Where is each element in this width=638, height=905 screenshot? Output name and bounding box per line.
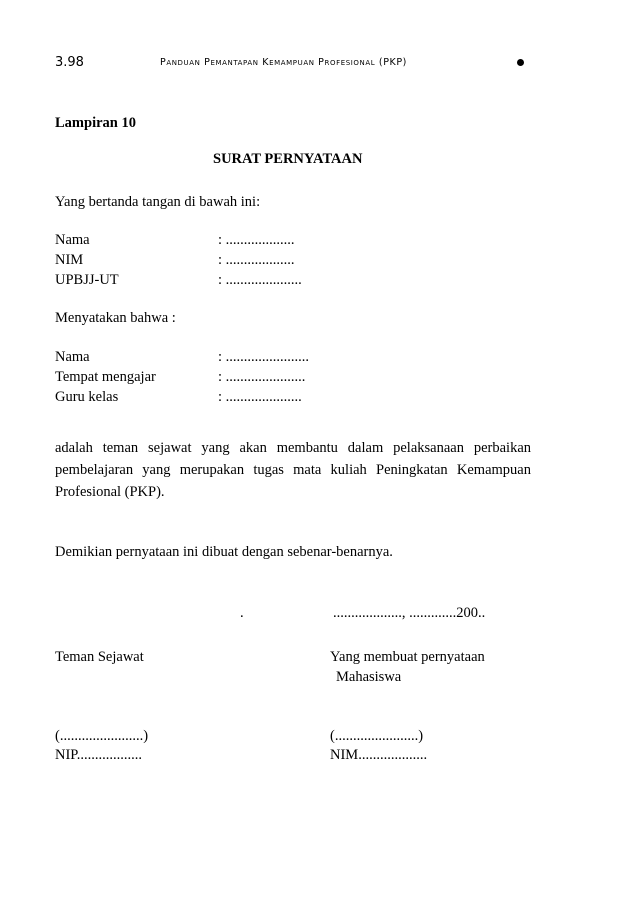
signer-upbjj-label: UPBJJ-UT	[55, 272, 119, 288]
signer-nim-label: NIM	[55, 252, 84, 268]
colleague-name-value: : .......................	[218, 349, 310, 365]
body-paragraph: adalah teman sejawat yang akan membantu dalam pelaksanaan perbaikan pembelajaran yang merupakan tugas mata kuliah Peningkatan Kemampuan Profesional (PKP).	[55, 440, 531, 500]
right-signature-placeholder: (.......................)	[330, 728, 424, 744]
document-title: SURAT PERNYATAAN	[213, 151, 363, 167]
left-signer-role: Teman Sejawat	[55, 649, 144, 665]
attachment-label: Lampiran 10	[55, 115, 136, 131]
right-signer-role: Yang membuat pernyataan	[330, 649, 485, 665]
right-signer-subrole: Mahasiswa	[336, 669, 402, 685]
intro-text: Yang bertanda tangan di bawah ini:	[55, 194, 261, 210]
running-header-title: Panduan Pemantapan Kemampuan Profesional (PKP)	[160, 57, 407, 68]
right-nim-line: NIM...................	[330, 747, 428, 763]
left-nip-line: NIP..................	[55, 747, 143, 763]
signer-upbjj-value: : .....................	[218, 272, 302, 288]
page-number: 3.98	[55, 55, 84, 70]
colleague-class-value: : .....................	[218, 389, 302, 405]
colleague-class-label: Guru kelas	[55, 389, 119, 405]
declares-text: Menyatakan bahwa :	[55, 310, 176, 326]
signer-nim-value: : ...................	[218, 252, 295, 268]
colleague-name-label: Nama	[55, 349, 90, 365]
place-date-dot: .	[240, 605, 244, 621]
colleague-school-value: : ......................	[218, 369, 306, 385]
bullet-icon	[517, 59, 524, 66]
colleague-school-label: Tempat mengajar	[55, 369, 156, 385]
closing-statement: Demikian pernyataan ini dibuat dengan sebenar-benarnya.	[55, 544, 393, 560]
signer-name-label: Nama	[55, 232, 90, 248]
left-signature-placeholder: (.......................)	[55, 728, 149, 744]
signer-name-value: : ...................	[218, 232, 295, 248]
place-date-line: ..................., .............200..	[333, 605, 486, 621]
